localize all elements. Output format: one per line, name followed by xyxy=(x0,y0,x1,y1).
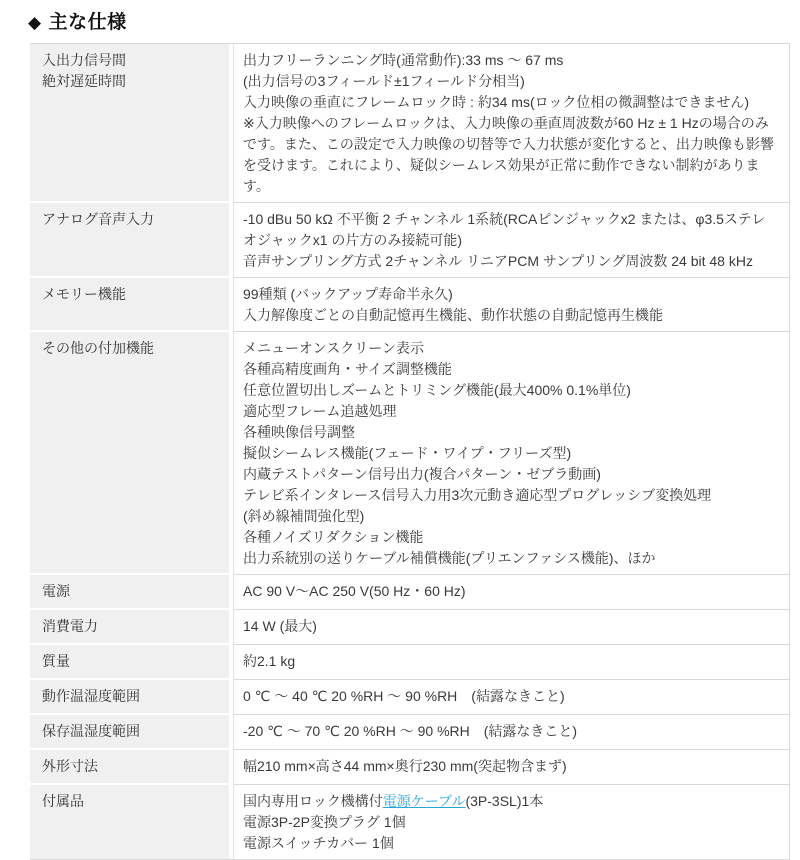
spec-line: 内蔵テストパターン信号出力(複合パターン・ゼブラ動画) xyxy=(243,466,601,482)
spec-value xyxy=(233,44,789,203)
spec-line: 入力解像度ごとの自動記憶再生機能、動作状態の自動記憶再生機能 xyxy=(243,307,663,323)
spec-line: (出力信号の3フィールド±1フィールド分相当) xyxy=(243,73,525,89)
spec-line: 幅210 mm×高さ44 mm×奥行230 mm(突起物含まず) xyxy=(243,758,567,774)
spec-value xyxy=(233,332,789,575)
table-row xyxy=(30,332,789,575)
table-row xyxy=(30,750,789,785)
spec-label xyxy=(30,332,233,575)
spec-label xyxy=(30,278,233,332)
spec-line: 電源3P-2P変換プラグ 1個 xyxy=(243,814,406,830)
spec-line: テレビ系インタレース信号入力用3次元動き適応型プログレッシブ変換処理 xyxy=(243,487,712,503)
spec-line: 出力系統別の送りケーブル補償機能(プリエンファシス機能)、ほか xyxy=(243,550,656,566)
spec-label-line: 外形寸法 xyxy=(42,758,98,774)
spec-line: 各種ノイズリダクション機能 xyxy=(243,529,424,545)
spec-label-line: 絶対遅延時間 xyxy=(42,73,126,89)
spec-line: (斜め線補間強化型) xyxy=(243,508,365,524)
spec-label-line: その他の付加機能 xyxy=(42,340,154,356)
spec-value xyxy=(233,715,789,750)
spec-value xyxy=(233,203,789,278)
table-row xyxy=(30,610,789,645)
spec-line: 14 W (最大) xyxy=(243,618,317,634)
page-title xyxy=(0,0,800,40)
spec-line: -20 ℃ ～ 70 ℃ 20 %RH ～ 90 %RH (結露なきこと) xyxy=(243,723,578,739)
spec-label-line: 付属品 xyxy=(42,793,84,809)
spec-label-line: 消費電力 xyxy=(42,618,98,634)
spec-line: 各種映像信号調整 xyxy=(243,424,355,440)
diamond-icon: ◆ xyxy=(28,13,42,32)
spec-line: ※入力映像へのフレームロックは、入力映像の垂直周波数が60 Hz ± 1 Hzの場合のみです。また、この設定で入力映像の切替等で入力状態が変化すると、出力映像も影響を受けます。これにより、疑似シームレス効果が正常に動作できない制約があります。 xyxy=(243,115,774,194)
page-title-text: 主な仕様 xyxy=(48,12,127,33)
spec-label xyxy=(30,203,233,278)
spec-value xyxy=(233,680,789,715)
spec-value xyxy=(233,575,789,610)
spec-label xyxy=(30,680,233,715)
spec-line: 出力フリーランニング時(通常動作):33 ms ～ 67 ms xyxy=(243,52,564,68)
spec-line: 0 ℃ ～ 40 ℃ 20 %RH ～ 90 %RH (結露なきこと) xyxy=(243,688,565,704)
spec-line: 99種類 (バックアップ寿命半永久) xyxy=(243,286,453,302)
spec-line: 各種高精度画角・サイズ調整機能 xyxy=(243,361,452,377)
spec-value xyxy=(233,278,789,332)
spec-line: 入力映像の垂直にフレームロック時 : 約34 ms(ロック位相の微調整はできません) xyxy=(243,94,749,110)
table-row xyxy=(30,203,789,278)
table-row xyxy=(30,645,789,680)
table-row xyxy=(30,715,789,750)
spec-label xyxy=(30,610,233,645)
spec-line: 約2.1 kg xyxy=(243,653,296,669)
accessory-prefix: 国内専用ロック機構付 xyxy=(243,793,383,809)
spec-line: -10 dBu 50 kΩ 不平衡 2 チャンネル 1系統(RCAピンジャックx2 または、φ3.5ステレオジャックx1 の片方のみ接続可能) xyxy=(243,211,766,248)
table-row xyxy=(30,680,789,715)
spec-label xyxy=(30,575,233,610)
spec-line: 電源スイッチカバー 1個 xyxy=(243,835,394,851)
power-cable-link[interactable]: 電源ケーブル xyxy=(382,793,466,809)
spec-line: 音声サンプリング方式 2チャンネル リニアPCM サンプリング周波数 24 bit 48 kHz xyxy=(243,253,753,269)
spec-label-line: 質量 xyxy=(42,653,70,669)
spec-table xyxy=(30,43,790,860)
spec-line: AC 90 V～AC 250 V(50 Hz・60 Hz) xyxy=(243,583,466,599)
spec-label xyxy=(30,750,233,785)
spec-label-line: アナログ音声入力 xyxy=(42,211,154,227)
spec-label-line: 電源 xyxy=(42,583,70,599)
spec-line: 任意位置切出しズームとトリミング機能(最大400% 0.1%単位) xyxy=(243,382,631,398)
spec-label xyxy=(30,785,233,859)
spec-label-line: 動作温湿度範囲 xyxy=(42,688,140,704)
spec-line-accessory xyxy=(243,791,777,812)
spec-value xyxy=(233,610,789,645)
spec-line: 擬似シームレス機能(フェード・ワイプ・フリーズ型) xyxy=(243,445,572,461)
spec-line: 適応型フレーム追越処理 xyxy=(243,403,397,419)
accessory-suffix: (3P-3SL)1本 xyxy=(465,793,544,809)
spec-label-line: 保存温湿度範囲 xyxy=(42,723,140,739)
spec-value xyxy=(233,785,789,859)
spec-label xyxy=(30,44,233,203)
table-row xyxy=(30,278,789,332)
table-row xyxy=(30,44,789,203)
table-row xyxy=(30,785,789,859)
table-row xyxy=(30,575,789,610)
spec-value xyxy=(233,750,789,785)
spec-label xyxy=(30,715,233,750)
spec-label-line: 入出力信号間 xyxy=(42,52,126,68)
spec-label-line: メモリー機能 xyxy=(42,286,126,302)
spec-line: メニューオンスクリーン表示 xyxy=(243,340,425,356)
spec-value xyxy=(233,645,789,680)
spec-label xyxy=(30,645,233,680)
